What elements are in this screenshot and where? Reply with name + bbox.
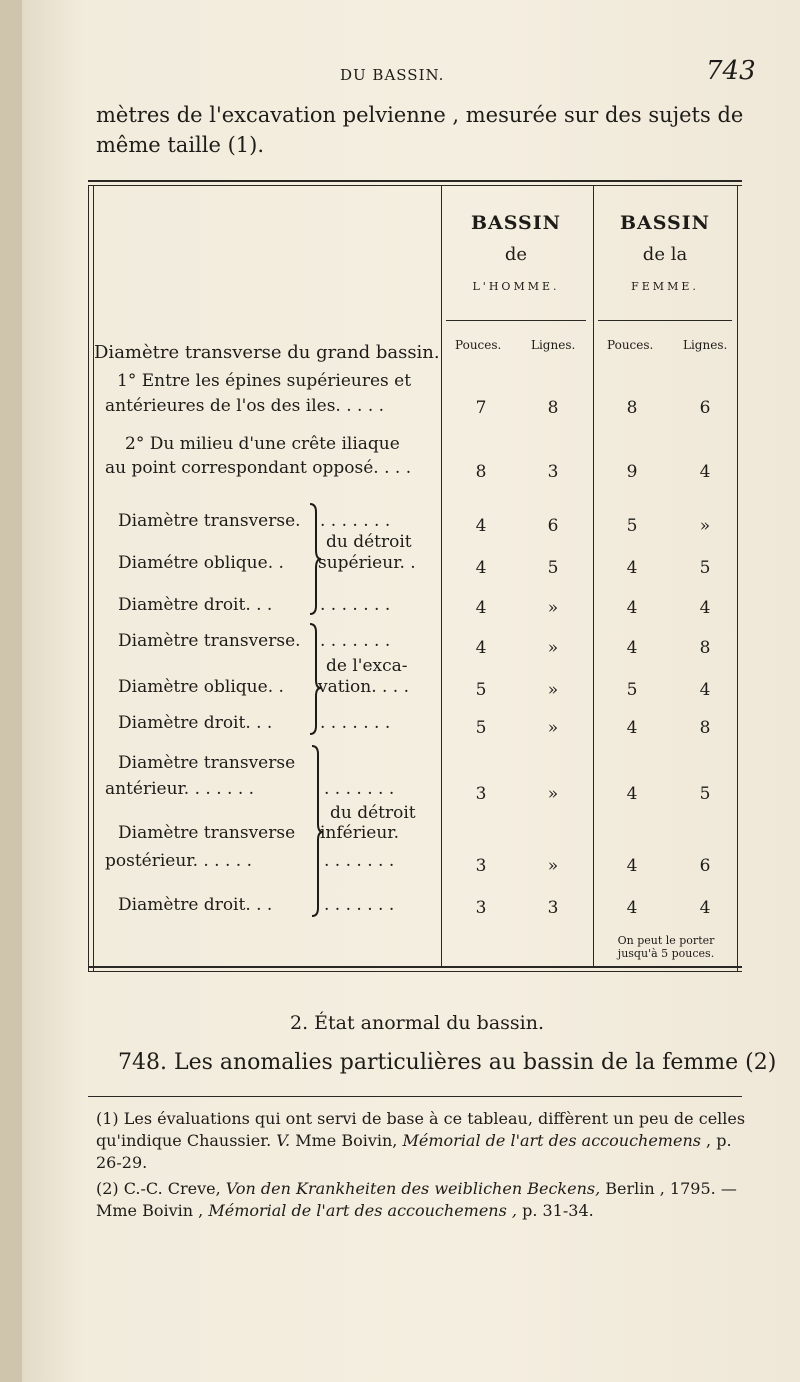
group3-transverse-anterior-dots: . . . . . . . [324, 779, 395, 799]
footnote-1-text: (1) Les évaluations qui ont servi de base à ce tableau, diffèrent un peu de celles qu'indique Chaussier. [96, 1109, 746, 1150]
footnote-1-ital: V. [276, 1131, 291, 1150]
table-note-line-2: jusqu'à 5 pouces. [617, 947, 715, 960]
column-header-woman-subject: FEMME. [631, 280, 699, 293]
table-note-line-1: On peut le porter [617, 934, 715, 947]
value-cell-hp: 5 [475, 680, 487, 700]
value-cell-fp: 4 [626, 784, 638, 804]
footnote-1-end: , p. 26-29. [96, 1131, 732, 1172]
table-divider-woman [593, 185, 594, 966]
group2-oblique: Diamètre oblique. . [118, 677, 284, 697]
value-cell-fp: 9 [626, 462, 638, 482]
value-cell-hl: » [547, 598, 559, 618]
value-cell-fl: » [699, 516, 711, 536]
column-header-man-de: de [504, 244, 528, 265]
table-right-border [737, 185, 738, 971]
woman-header-rule [598, 320, 732, 321]
intro-text: mètres de l'excavation pelvienne , mesurée sur des sujets de même taille (1). [96, 103, 744, 157]
value-cell-fp: 5 [626, 680, 638, 700]
paragraph-748: 748. Les anomalies particulières au bassin de la femme (2) [118, 1050, 777, 1075]
value-cell-hp: 8 [475, 462, 487, 482]
value-cell-fl: 8 [699, 718, 711, 738]
group3-brace [304, 744, 324, 918]
footnote-1 [96, 1108, 756, 1174]
value-cell-hl: 5 [547, 558, 559, 578]
group1-side-label-2: supérieur. . [318, 553, 416, 573]
value-cell-hl: » [547, 784, 559, 804]
value-cell-hl: 3 [547, 898, 559, 918]
value-cell-fl: 4 [699, 898, 711, 918]
column-header-woman [598, 212, 732, 298]
value-cell-fp: 4 [626, 638, 638, 658]
value-cell-hp: 4 [475, 516, 487, 536]
group1-oblique: Diamétre oblique. . [118, 553, 284, 573]
group3-transverse-anterior-2: antérieur. . . . . . . [105, 779, 255, 799]
value-cell-hp: 3 [475, 784, 487, 804]
value-cell-fl: 6 [699, 398, 711, 418]
footnote-rule [88, 1096, 742, 1097]
group3-side-label-1: du détroit [330, 803, 416, 823]
group1-droit-dots: . . . . . . . [320, 595, 391, 615]
group3-transverse-anterior-1: Diamètre transverse [118, 753, 296, 773]
value-cell-hp: 4 [475, 598, 487, 618]
footnote-1-text2: Mme Boivin, [290, 1131, 403, 1150]
value-cell-fp: 8 [626, 398, 638, 418]
group3-transverse-posterior-1: Diamètre transverse [118, 823, 296, 843]
subheader-man-lignes: Lignes. [531, 338, 576, 352]
value-cell-fl: 8 [699, 638, 711, 658]
footnote-2-title: Von den Krankheiten des weiblichen Beckens, [225, 1179, 601, 1198]
row-title-great-pelvis: Diamètre transverse du grand bassin. [94, 342, 440, 363]
value-cell-fp: 4 [626, 856, 638, 876]
subheader-man-pouces: Pouces. [455, 338, 502, 352]
footnote-1-title: Mémorial de l'art des accouchemens [402, 1131, 701, 1150]
group2-side-label-1: de l'exca- [326, 656, 408, 676]
page-number: 743 [706, 56, 756, 86]
group2-droit: Diamètre droit. . . [118, 713, 273, 733]
value-cell-hl: » [547, 638, 559, 658]
value-cell-hl: » [547, 680, 559, 700]
table-bottom-rule [88, 966, 742, 968]
subheader-woman-pouces: Pouces. [607, 338, 654, 352]
subheader-woman-lignes: Lignes. [683, 338, 728, 352]
group1-transverse-dots: . . . . . . . [320, 511, 391, 531]
column-header-man-subject: L'HOMME. [472, 280, 560, 293]
value-cell-fp: 4 [626, 898, 638, 918]
group3-droit: Diamètre droit. . . [118, 895, 273, 915]
value-cell-hp: 3 [475, 898, 487, 918]
group3-transverse-posterior-dots: . . . . . . . [324, 851, 395, 871]
column-header-man-title: BASSIN [470, 212, 562, 234]
footnote-2-title2: Mémorial de l'art des accouchemens , [208, 1201, 517, 1220]
value-cell-hl: » [547, 856, 559, 876]
footnote-2-text2: Berlin , 1795. — Mme Boivin , [96, 1179, 737, 1220]
row-2-line-2: au point correspondant opposé. . . . [105, 458, 412, 478]
value-cell-fl: 6 [699, 856, 711, 876]
man-header-rule [446, 320, 586, 321]
footnote-2 [96, 1178, 756, 1222]
value-cell-hl: 6 [547, 516, 559, 536]
value-cell-fl: 5 [699, 558, 711, 578]
group2-brace [302, 622, 322, 736]
value-cell-hp: 7 [475, 398, 487, 418]
value-cell-hl: » [547, 718, 559, 738]
value-cell-hp: 5 [475, 718, 487, 738]
group1-side-label-1: du détroit [326, 532, 412, 552]
group1-droit: Diamètre droit. . . [118, 595, 273, 615]
group1-brace [302, 502, 322, 616]
group2-transverse: Diamètre transverse. [118, 631, 301, 651]
table-divider-man [441, 185, 442, 966]
group2-transverse-dots: . . . . . . . [320, 631, 391, 651]
value-cell-hp: 4 [475, 638, 487, 658]
table-top-rule-thin [88, 185, 742, 186]
column-header-man [446, 212, 586, 298]
column-header-woman-title: BASSIN [619, 212, 711, 234]
group2-side-label-2: vation. . . . [318, 677, 410, 697]
group3-transverse-posterior-2: postérieur. . . . . . [105, 851, 253, 871]
value-cell-fp: 4 [626, 598, 638, 618]
group2-droit-dots: . . . . . . . [320, 713, 391, 733]
section-title: 2. État anormal du bassin. [290, 1012, 545, 1034]
value-cell-fp: 4 [626, 558, 638, 578]
table-note [596, 934, 736, 960]
value-cell-fp: 5 [626, 516, 638, 536]
footnote-2-text: (2) C.-C. Creve, [96, 1179, 226, 1198]
group3-droit-dots: . . . . . . . [324, 895, 395, 915]
group1-transverse: Diamètre transverse. [118, 511, 301, 531]
running-header: DU BASSIN. [340, 66, 445, 84]
footnote-2-end: p. 31-34. [517, 1201, 594, 1220]
row-1-line-2: antérieures de l'os des iles. . . . . [105, 396, 385, 416]
value-cell-fp: 4 [626, 718, 638, 738]
value-cell-hl: 3 [547, 462, 559, 482]
value-cell-fl: 4 [699, 598, 711, 618]
value-cell-hp: 4 [475, 558, 487, 578]
value-cell-fl: 5 [699, 784, 711, 804]
row-2-line-1: 2° Du milieu d'une crête iliaque [125, 434, 400, 454]
row-1-line-1: 1° Entre les épines supérieures et [117, 371, 412, 391]
table-bottom-rule-thin [88, 971, 742, 972]
table-left-border-inner [93, 185, 94, 971]
column-header-woman-dela: de la [642, 244, 688, 265]
value-cell-fl: 4 [699, 462, 711, 482]
value-cell-hp: 3 [475, 856, 487, 876]
book-gutter [0, 0, 22, 1382]
table-top-rule [88, 180, 742, 182]
value-cell-hl: 8 [547, 398, 559, 418]
table-left-border [88, 185, 89, 971]
value-cell-fl: 4 [699, 680, 711, 700]
group3-side-label-2: inférieur. [320, 823, 399, 843]
